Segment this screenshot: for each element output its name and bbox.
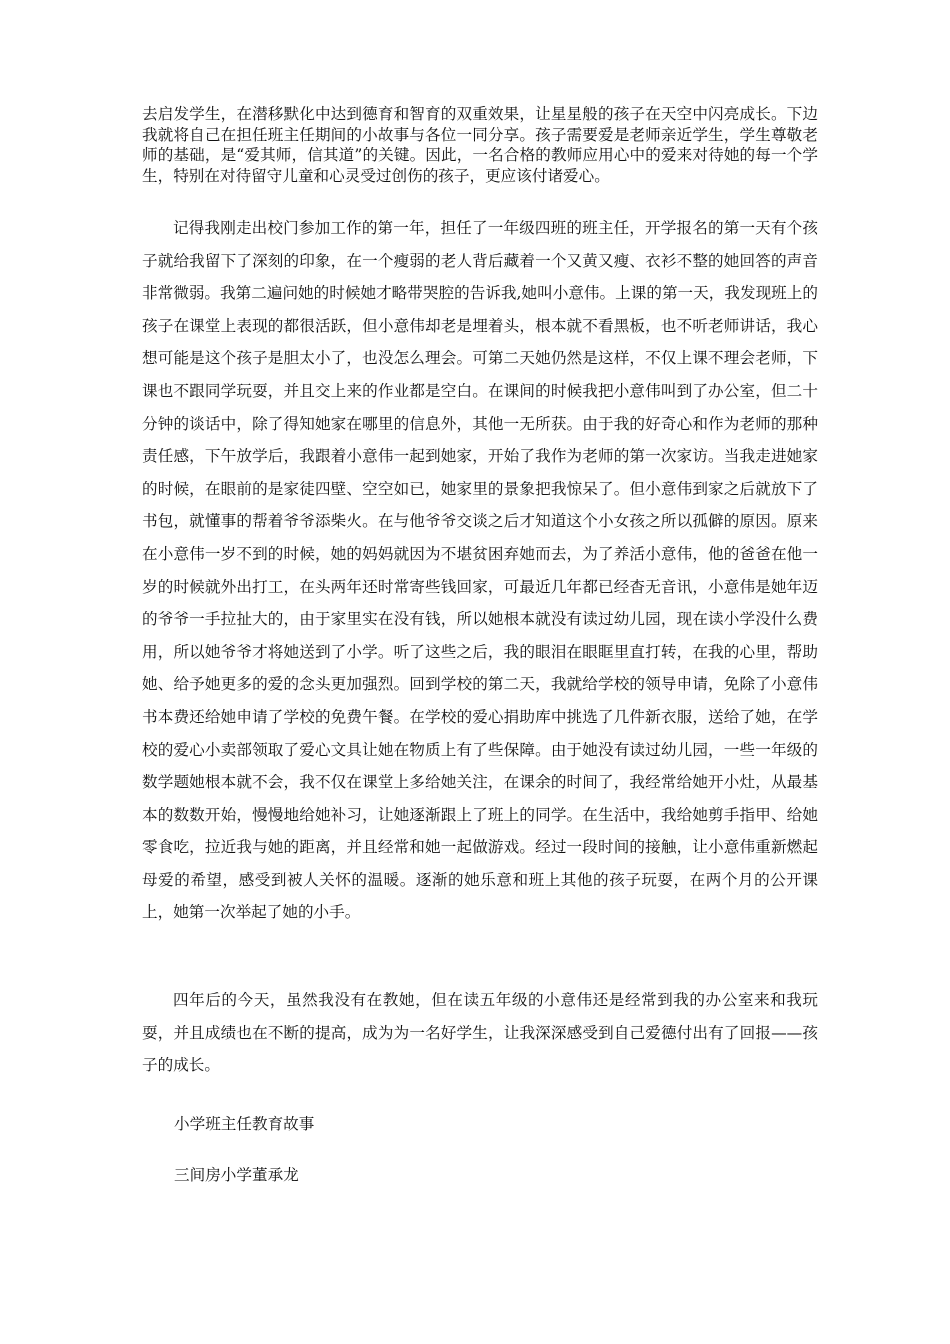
paragraph-conclusion: 四年后的今天，虽然我没有在教她，但在读五年级的小意伟还是经常到我的办公室来和我玩耍，并且成绩也在不断的提高，成为为一名好学生，让我深深感受到自己爱德付出有了回报——孩子的成长。 [142,991,818,1075]
document-title: 小学班主任教育故事 [174,1115,315,1133]
document-author: 三间房小学董承龙 [174,1166,299,1184]
paragraph-intro: 去启发学生，在潜移默化中达到德育和智育的双重效果，让星星般的孩子在天空中闪亮成长。下边我就将自己在担任班主任期间的小故事与各位一同分享。孩子需要爱是老师亲近学生，学生尊敬老师的基础，是“爱其师，信其道”的关键。因此，一名合格的教师应用心中的爱来对待她的每一个学生，特别在对待留守儿童和心灵受过创伤的孩子，更应该付诸爱心。 [142,105,818,185]
paragraph-story: 记得我刚走出校门参加工作的第一年，担任了一年级四班的班主任，开学报名的第一天有个孩子就给我留下了深刻的印象，在一个瘦弱的老人背后藏着一个又黄又瘦、衣衫不整的她回答的声音非常微弱。我第二遍问她的时候她才略带哭腔的告诉我,她叫小意伟。上课的第一天，我发现班上的孩子在课堂上表现的都很活跃，但小意伟却老是埋着头，根本就不看黑板，也不听老师讲话，我心想可能是这个孩子是胆太小了，也没怎么理会。可第二天她仍然是这样，不仅上课不理会老师，下课也不跟同学玩耍，并且交上来的作业都是空白。在课间的时候我把小意伟叫到了办公室，但二十分钟的谈话中，除了得知她家在哪里的信息外，其他一无所获。由于我的好奇心和作为老师的那种责任感，下午放学后，我跟着小意伟一起到她家，开始了我作为老师的第一次家访。当我走进她家的时候，在眼前的是家徒四壁、空空如已，她家里的景象把我惊呆了。但小意伟到家之后就放下了书包，就懂事的帮着爷爷添柴火。在与他爷爷交谈之后才知道这个小女孩之所以孤僻的原因。原来在小意伟一岁不到的时候，她的妈妈就因为不堪贫困弃她而去，为了养活小意伟，他的爸爸在他一岁的时候就外出打工，在头两年还时常寄些钱回家，可最近几年都已经杳无音讯，小意伟是她年迈的爷爷一手拉扯大的，由于家里实在没有钱，所以她根本就没有读过幼儿园，现在读小学没什么费用，所以她爷爷才将她送到了小学。听了这些之后，我的眼泪在眼眶里直打转，在我的心里，帮助她、给予她更多的爱的念头更加强烈。回到学校的第二天，我就给学校的领导申请，免除了小意伟书本费还给她申请了学校的免费午餐。在学校的爱心捐助库中挑选了几件新衣服，送给了她，在学校的爱心小卖部领取了爱心文具让她在物质上有了些保障。由于她没有读过幼儿园，一些一年级的数学题她根本就不会，我不仅在课堂上多给她关注，在课余的时间了，我经常给她开小灶，从最基本的数数开始，慢慢地给她补习，让她逐渐跟上了班上的同学。在生活中，我给她剪手指甲、给她零食吃，拉近我与她的距离，并且经常和她一起做游戏。经过一段时间的接触，让小意伟重新燃起母爱的希望，感受到被人关怀的温暖。逐渐的她乐意和班上其他的孩子玩耍，在两个月的公开课上，她第一次举起了她的小手。 [142,219,818,922]
